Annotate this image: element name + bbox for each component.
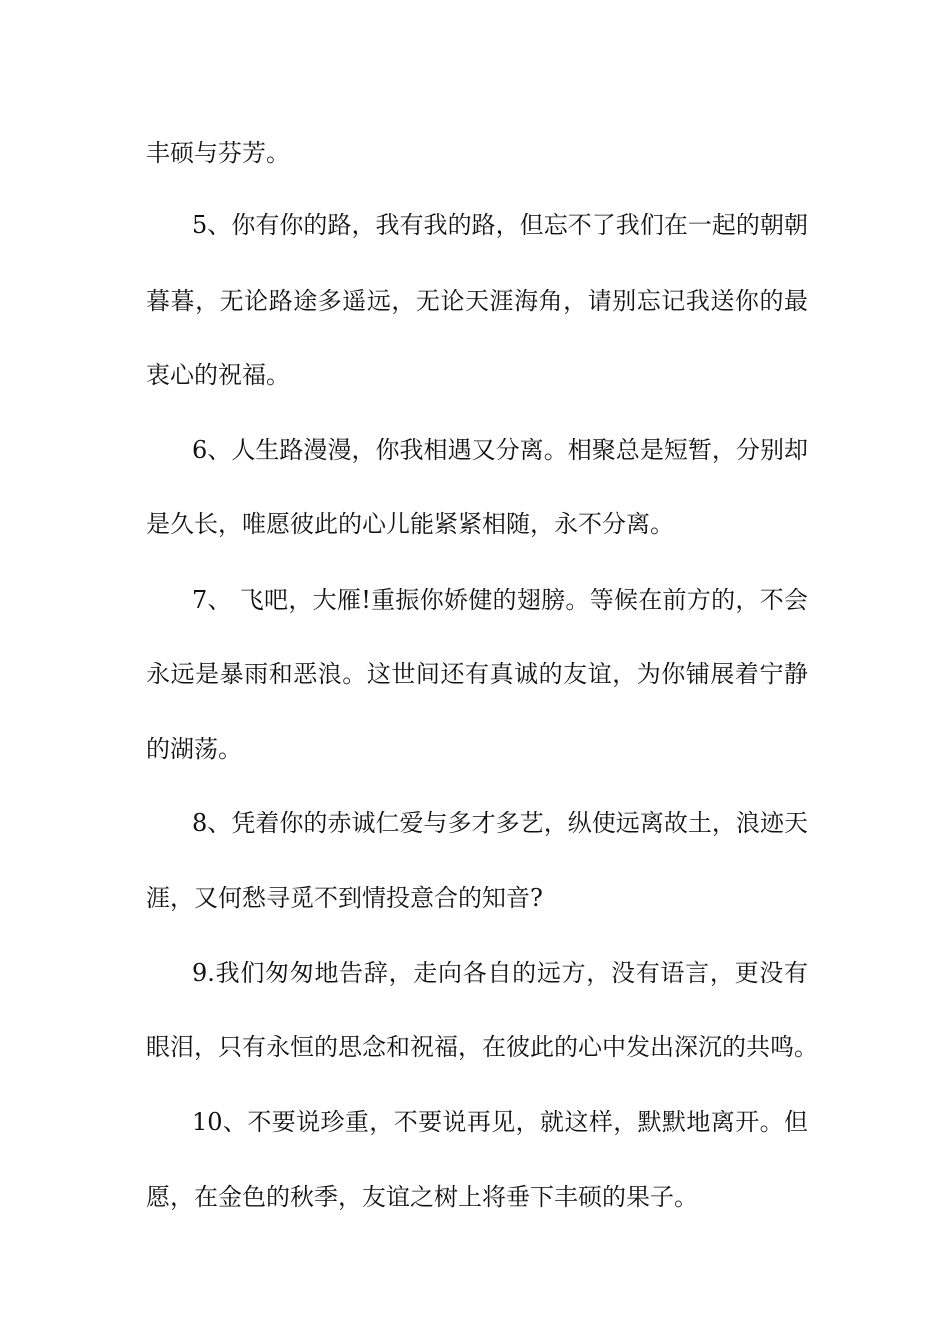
paragraph-line: 丰硕与芬芳。	[146, 139, 290, 167]
paragraph-line: 9.我们匆匆地告辞，走向各自的远方，没有语言，更没有	[192, 959, 808, 987]
paragraph-line: 是久长，唯愿彼此的心儿能紧紧相随，永不分离。	[146, 510, 674, 538]
paragraph-line: 5、你有你的路，我有我的路，但忘不了我们在一起的朝朝	[192, 211, 808, 239]
paragraph-line: 永远是暴雨和恶浪。这世间还有真诚的友谊，为你铺展着宁静	[146, 660, 808, 688]
paragraph-line: 8、凭着你的赤诚仁爱与多才多艺，纵使远离故土，浪迹天	[192, 809, 808, 837]
paragraph-line: 6、人生路漫漫，你我相遇又分离。相聚总是短暂，分别却	[192, 436, 808, 464]
paragraph-line: 暮暮，无论路途多遥远，无论天涯海角，请别忘记我送你的最	[146, 287, 808, 315]
paragraph-line: 眼泪，只有永恒的思念和祝福，在彼此的心中发出深沉的共鸣。	[146, 1033, 818, 1061]
paragraph-line: 的湖荡。	[146, 735, 242, 763]
paragraph-line: 涯，又何愁寻觅不到情投意合的知音?	[146, 884, 543, 912]
paragraph-line: 10、不要说珍重，不要说再见，就这样，默默地离开。但	[192, 1108, 808, 1136]
paragraph-line: 衷心的祝福。	[146, 361, 290, 389]
paragraph-line: 愿，在金色的秋季，友谊之树上将垂下丰硕的果子。	[146, 1183, 698, 1211]
paragraph-line: 7、 飞吧，大雁!重振你娇健的翅膀。等候在前方的，不会	[192, 586, 808, 614]
